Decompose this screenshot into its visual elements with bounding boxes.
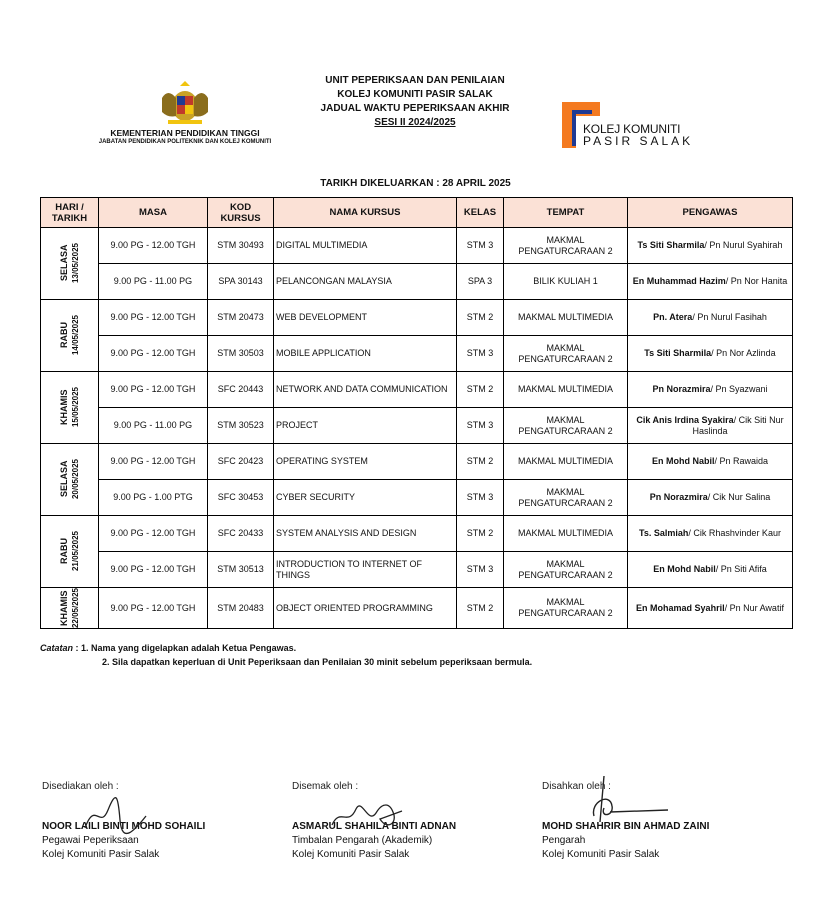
venue-cell: MAKMAL MULTIMEDIA bbox=[504, 444, 628, 480]
invigilator-cell bbox=[628, 444, 793, 480]
coat-of-arms-logo bbox=[150, 80, 220, 126]
issue-date: TARIKH DIKELUARKAN : 28 APRIL 2025 bbox=[320, 178, 511, 189]
table-row bbox=[41, 588, 793, 629]
signatory-org: Kolej Komuniti Pasir Salak bbox=[542, 849, 660, 860]
course-cell: OBJECT ORIENTED PROGRAMMING bbox=[274, 588, 457, 629]
venue-cell: MAKMAL MULTIMEDIA bbox=[504, 372, 628, 408]
venue-cell: MAKMAL PENGATURCARAAN 2 bbox=[504, 480, 628, 516]
schedule-body bbox=[41, 228, 793, 629]
venue-cell: MAKMAL PENGATURCARAAN 2 bbox=[504, 228, 628, 264]
chief-invigilator: En Mohamad Syahril bbox=[636, 602, 725, 613]
signatory-position: Timbalan Pengarah (Akademik) bbox=[292, 835, 433, 846]
invigilator-cell bbox=[628, 300, 793, 336]
day-date-label bbox=[59, 459, 81, 499]
course-cell: NETWORK AND DATA COMMUNICATION bbox=[274, 372, 457, 408]
day-cell bbox=[41, 300, 99, 372]
code-cell: STM 30503 bbox=[208, 336, 274, 372]
exam-date: 21/05/2025 bbox=[70, 531, 80, 572]
day-name: RABU bbox=[58, 322, 69, 349]
day-name: RABU bbox=[58, 538, 69, 565]
code-cell: STM 30513 bbox=[208, 552, 274, 588]
class-cell: STM 2 bbox=[457, 300, 504, 336]
col-header-time: MASA bbox=[99, 198, 208, 228]
exam-date: 20/05/2025 bbox=[70, 459, 80, 500]
code-cell: STM 30493 bbox=[208, 228, 274, 264]
venue-cell: MAKMAL MULTIMEDIA bbox=[504, 516, 628, 552]
invigilator-cell bbox=[628, 552, 793, 588]
venue-cell: MAKMAL PENGATURCARAAN 2 bbox=[504, 336, 628, 372]
col-header-day: HARI / TARIKH bbox=[41, 198, 99, 228]
class-cell: STM 3 bbox=[457, 480, 504, 516]
table-row bbox=[41, 336, 793, 372]
chief-invigilator: Pn Norazmira bbox=[649, 492, 708, 502]
day-date-label bbox=[59, 243, 81, 283]
code-cell: SFC 20443 bbox=[208, 372, 274, 408]
college-logo-text1: KOLEJ KOMUNITI bbox=[583, 122, 681, 136]
day-cell bbox=[41, 444, 99, 516]
chief-invigilator: Pn Norazmira bbox=[652, 384, 711, 394]
other-invigilators: / Pn Nurul Fasihah bbox=[692, 312, 767, 322]
day-name: KHAMIS bbox=[58, 389, 69, 426]
time-cell: 9.00 PG - 12.00 TGH bbox=[99, 588, 208, 629]
table-row bbox=[41, 552, 793, 588]
chief-invigilator: Ts. Salmiah bbox=[639, 528, 689, 538]
code-cell: STM 20473 bbox=[208, 300, 274, 336]
note-1: : 1. Nama yang digelapkan adalah Ketua Pengawas. bbox=[75, 643, 297, 653]
class-cell: STM 3 bbox=[457, 408, 504, 444]
signature-label: Disemak oleh : bbox=[292, 781, 359, 792]
chief-invigilator: Ts Siti Sharmila bbox=[644, 348, 712, 358]
chief-invigilator: Cik Anis Irdina Syakira bbox=[636, 414, 734, 425]
exam-schedule-table bbox=[40, 197, 793, 629]
signature-scribble-3 bbox=[570, 772, 670, 827]
course-cell: MOBILE APPLICATION bbox=[274, 336, 457, 372]
day-cell bbox=[41, 588, 99, 629]
course-cell: OPERATING SYSTEM bbox=[274, 444, 457, 480]
invigilator-cell bbox=[628, 408, 793, 444]
course-cell: PROJECT bbox=[274, 408, 457, 444]
day-name: KHAMIS bbox=[58, 590, 69, 626]
class-cell: STM 2 bbox=[457, 588, 504, 629]
invigilator-cell bbox=[628, 228, 793, 264]
class-cell: STM 2 bbox=[457, 372, 504, 408]
table-row bbox=[41, 444, 793, 480]
col-header-course: NAMA KURSUS bbox=[274, 198, 457, 228]
chief-invigilator: En Mohd Nabil bbox=[653, 564, 716, 574]
ministry-heading bbox=[70, 128, 300, 145]
other-invigilators: / Cik Rhashvinder Kaur bbox=[688, 528, 781, 538]
day-name: SELASA bbox=[58, 461, 69, 498]
course-cell: INTRODUCTION TO INTERNET OF THINGS bbox=[274, 552, 457, 588]
code-cell: SPA 30143 bbox=[208, 264, 274, 300]
table-row bbox=[41, 264, 793, 300]
day-date-label bbox=[59, 387, 81, 427]
document-title: JADUAL WAKTU PEPERIKSAAN AKHIR bbox=[320, 103, 510, 114]
other-invigilators: / Cik Siti Nur Haslinda bbox=[692, 414, 784, 436]
time-cell: 9.00 PG - 12.00 TGH bbox=[99, 228, 208, 264]
class-cell: STM 3 bbox=[457, 336, 504, 372]
class-cell: STM 2 bbox=[457, 444, 504, 480]
exam-date: 15/05/2025 bbox=[70, 387, 80, 428]
other-invigilators: / Pn Nurul Syahirah bbox=[704, 240, 783, 250]
class-cell: SPA 3 bbox=[457, 264, 504, 300]
signatory-position: Pengarah bbox=[542, 835, 586, 846]
venue-cell: MAKMAL PENGATURCARAAN 2 bbox=[504, 588, 628, 629]
table-row bbox=[41, 480, 793, 516]
time-cell: 9.00 PG - 12.00 TGH bbox=[99, 372, 208, 408]
signature-scribble-1 bbox=[80, 790, 150, 835]
code-cell: SFC 20423 bbox=[208, 444, 274, 480]
other-invigilators: / Cik Nur Salina bbox=[707, 492, 771, 502]
exam-date: 14/05/2025 bbox=[70, 315, 80, 356]
time-cell: 9.00 PG - 12.00 TGH bbox=[99, 516, 208, 552]
session-label: SESI II 2024/2025 bbox=[374, 117, 456, 128]
signatory-org: Kolej Komuniti Pasir Salak bbox=[42, 849, 160, 860]
table-row bbox=[41, 372, 793, 408]
invigilator-cell bbox=[628, 336, 793, 372]
code-cell: STM 20483 bbox=[208, 588, 274, 629]
venue-cell: MAKMAL MULTIMEDIA bbox=[504, 300, 628, 336]
time-cell: 9.00 PG - 12.00 TGH bbox=[99, 300, 208, 336]
other-invigilators: / Pn Rawaida bbox=[714, 456, 769, 466]
code-cell: STM 30523 bbox=[208, 408, 274, 444]
class-cell: STM 3 bbox=[457, 228, 504, 264]
col-header-invigilator: PENGAWAS bbox=[628, 198, 793, 228]
notes bbox=[40, 641, 532, 669]
ministry-line1: KEMENTERIAN PENDIDIKAN TINGGI bbox=[110, 128, 260, 138]
code-cell: SFC 20433 bbox=[208, 516, 274, 552]
table-row bbox=[41, 300, 793, 336]
notes-label: Catatan bbox=[40, 643, 74, 653]
other-invigilators: / Pn Siti Afifa bbox=[715, 564, 767, 574]
exam-date: 13/05/2025 bbox=[70, 243, 80, 284]
time-cell: 9.00 PG - 12.00 TGH bbox=[99, 552, 208, 588]
venue-cell: MAKMAL PENGATURCARAAN 2 bbox=[504, 552, 628, 588]
invigilator-cell bbox=[628, 264, 793, 300]
col-header-class: KELAS bbox=[457, 198, 504, 228]
invigilator-cell bbox=[628, 588, 793, 629]
time-cell: 9.00 PG - 1.00 PTG bbox=[99, 480, 208, 516]
day-name: SELASA bbox=[58, 245, 69, 282]
col-header-code: KOD KURSUS bbox=[208, 198, 274, 228]
ministry-line2: JABATAN PENDIDIKAN POLITEKNIK DAN KOLEJ KOMUNITI bbox=[98, 139, 272, 145]
course-cell: CYBER SECURITY bbox=[274, 480, 457, 516]
venue-cell: MAKMAL PENGATURCARAAN 2 bbox=[504, 408, 628, 444]
other-invigilators: / Pn Nor Hanita bbox=[725, 276, 788, 286]
day-cell bbox=[41, 228, 99, 300]
invigilator-cell bbox=[628, 516, 793, 552]
invigilator-cell bbox=[628, 372, 793, 408]
exam-date: 22/05/2025 bbox=[70, 588, 80, 629]
class-cell: STM 2 bbox=[457, 516, 504, 552]
class-cell: STM 3 bbox=[457, 552, 504, 588]
day-date-label bbox=[59, 315, 81, 355]
chief-invigilator: En Muhammad Hazim bbox=[632, 276, 726, 286]
day-date-label bbox=[59, 531, 81, 571]
venue-cell: BILIK KULIAH 1 bbox=[504, 264, 628, 300]
table-row bbox=[41, 408, 793, 444]
col-header-venue: TEMPAT bbox=[504, 198, 628, 228]
day-cell bbox=[41, 516, 99, 588]
signatory-name: NOOR LAILI BINTI MOHD SOHAILI bbox=[42, 821, 206, 832]
unit-name: UNIT PEPERIKSAAN DAN PENILAIAN bbox=[325, 75, 505, 86]
day-date-label bbox=[59, 588, 81, 628]
document-heading bbox=[300, 74, 530, 130]
chief-invigilator: En Mohd Nabil bbox=[651, 456, 715, 466]
table-row bbox=[41, 516, 793, 552]
time-cell: 9.00 PG - 11.00 PG bbox=[99, 264, 208, 300]
signatory-position: Pegawai Peperiksaan bbox=[42, 835, 139, 846]
course-cell: DIGITAL MULTIMEDIA bbox=[274, 228, 457, 264]
other-invigilators: / Pn Syazwani bbox=[710, 384, 768, 394]
signatory-name: MOHD SHAHRIR BIN AHMAD ZAINI bbox=[542, 821, 710, 832]
signature-label: Disediakan oleh : bbox=[42, 781, 119, 792]
signatory-name: ASMARUL SHAHILA BINTI ADNAN bbox=[292, 821, 457, 832]
invigilator-cell bbox=[628, 480, 793, 516]
chief-invigilator: Ts Siti Sharmila bbox=[637, 240, 705, 250]
day-cell bbox=[41, 372, 99, 444]
signature-scribble-2 bbox=[328, 795, 408, 835]
time-cell: 9.00 PG - 11.00 PG bbox=[99, 408, 208, 444]
course-cell: PELANCONGAN MALAYSIA bbox=[274, 264, 457, 300]
time-cell: 9.00 PG - 12.00 TGH bbox=[99, 444, 208, 480]
other-invigilators: / Pn Nur Awatif bbox=[724, 602, 784, 613]
code-cell: SFC 30453 bbox=[208, 480, 274, 516]
college-logo-text2: PASIR SALAK bbox=[583, 134, 694, 148]
table-header-row bbox=[41, 198, 793, 228]
chief-invigilator: Pn. Atera bbox=[653, 312, 693, 322]
note-2: 2. Sila dapatkan keperluan di Unit Peperiksaan dan Penilaian 30 minit sebelum peperiksaan bermula. bbox=[102, 657, 533, 667]
college-name: KOLEJ KOMUNITI PASIR SALAK bbox=[337, 89, 493, 100]
signature-label: Disahkan oleh : bbox=[542, 781, 611, 792]
time-cell: 9.00 PG - 12.00 TGH bbox=[99, 336, 208, 372]
table-row bbox=[41, 228, 793, 264]
course-cell: SYSTEM ANALYSIS AND DESIGN bbox=[274, 516, 457, 552]
course-cell: WEB DEVELOPMENT bbox=[274, 300, 457, 336]
other-invigilators: / Pn Nor Azlinda bbox=[711, 348, 776, 358]
signatory-org: Kolej Komuniti Pasir Salak bbox=[292, 849, 410, 860]
